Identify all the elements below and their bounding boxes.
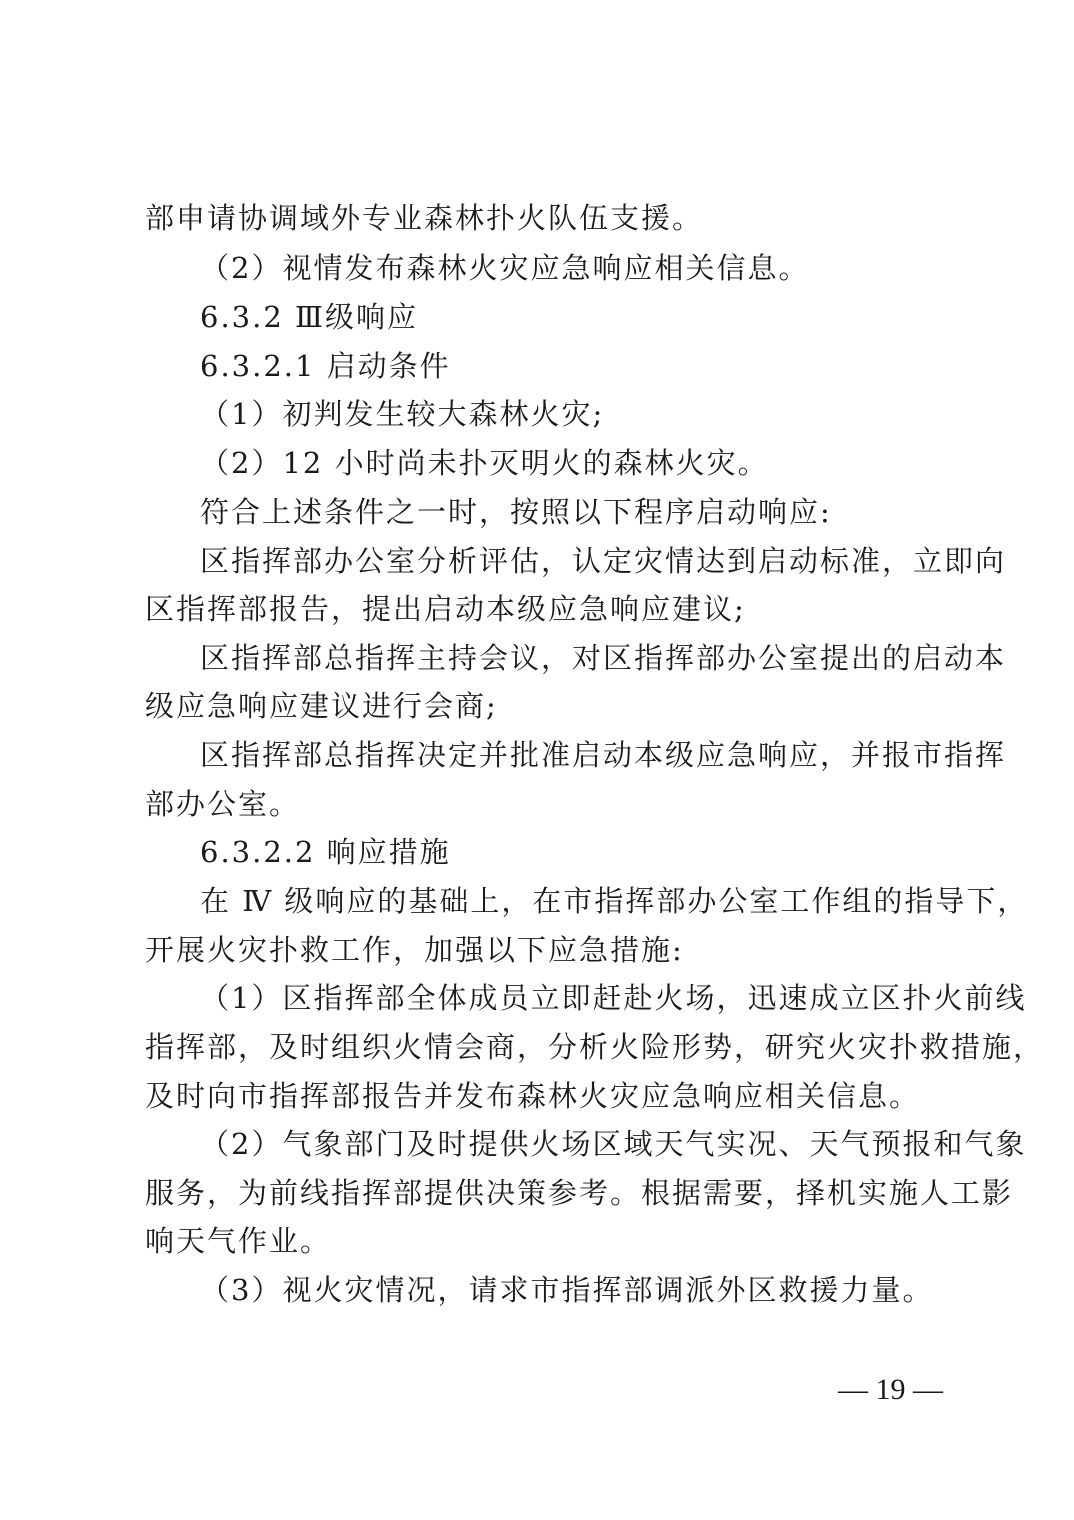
paragraph-line: 部申请协调域外专业森林扑火队伍支援。 [145, 201, 704, 235]
page-number: — 19 — [838, 1373, 943, 1406]
paragraph-line: （3）视火灾情况，请求市指挥部调派外区救援力量。 [200, 1273, 934, 1307]
paragraph-line: （1）区指挥部全体成员立即赶赴火场，迅速成立区扑火前线 [200, 981, 1027, 1015]
paragraph-line: 级应急响应建议进行会商; [145, 689, 498, 723]
paragraph-line: （1）初判发生较大森林火灾; [200, 397, 605, 431]
subsection-heading: 6.3.2.2 响应措施 [200, 835, 451, 869]
section-heading: 6.3.2 Ⅲ级响应 [200, 300, 418, 334]
paragraph-line: 区指挥部办公室分析评估，认定灾情达到启动标准，立即向 [200, 544, 1007, 578]
paragraph-line: 开展火灾扑救工作，加强以下应急措施: [145, 933, 684, 967]
paragraph-line: 响天气作业。 [145, 1224, 332, 1258]
paragraph-line: 服务，为前线指挥部提供决策参考。根据需要，择机实施人工影 [145, 1176, 1014, 1210]
paragraph-line: 在 Ⅳ 级响应的基础上，在市指挥部办公室工作组的指导下， [200, 884, 1029, 918]
paragraph-line: 区指挥部总指挥主持会议，对区指挥部办公室提出的启动本 [200, 641, 1007, 675]
paragraph-line: （2）12 小时尚未扑灭明火的森林火灾。 [200, 446, 769, 480]
subsection-heading: 6.3.2.1 启动条件 [200, 349, 451, 383]
paragraph-line: （2）视情发布森林火灾应急响应相关信息。 [200, 251, 810, 285]
paragraph-line: 符合上述条件之一时，按照以下程序启动响应: [200, 495, 832, 529]
paragraph-line: 区指挥部报告，提出启动本级应急响应建议; [145, 592, 746, 626]
paragraph-line: （2）气象部门及时提供火场区域天气实况、天气预报和气象 [200, 1127, 1027, 1161]
paragraph-line: 区指挥部总指挥决定并批准启动本级应急响应，并报市指挥 [200, 738, 1007, 772]
paragraph-line: 部办公室。 [145, 787, 301, 821]
paragraph-line: 及时向市指挥部报告并发布森林火灾应急响应相关信息。 [145, 1079, 921, 1113]
paragraph-line: 指挥部，及时组织火情会商，分析火险形势，研究火灾扑救措施， [145, 1030, 1045, 1064]
